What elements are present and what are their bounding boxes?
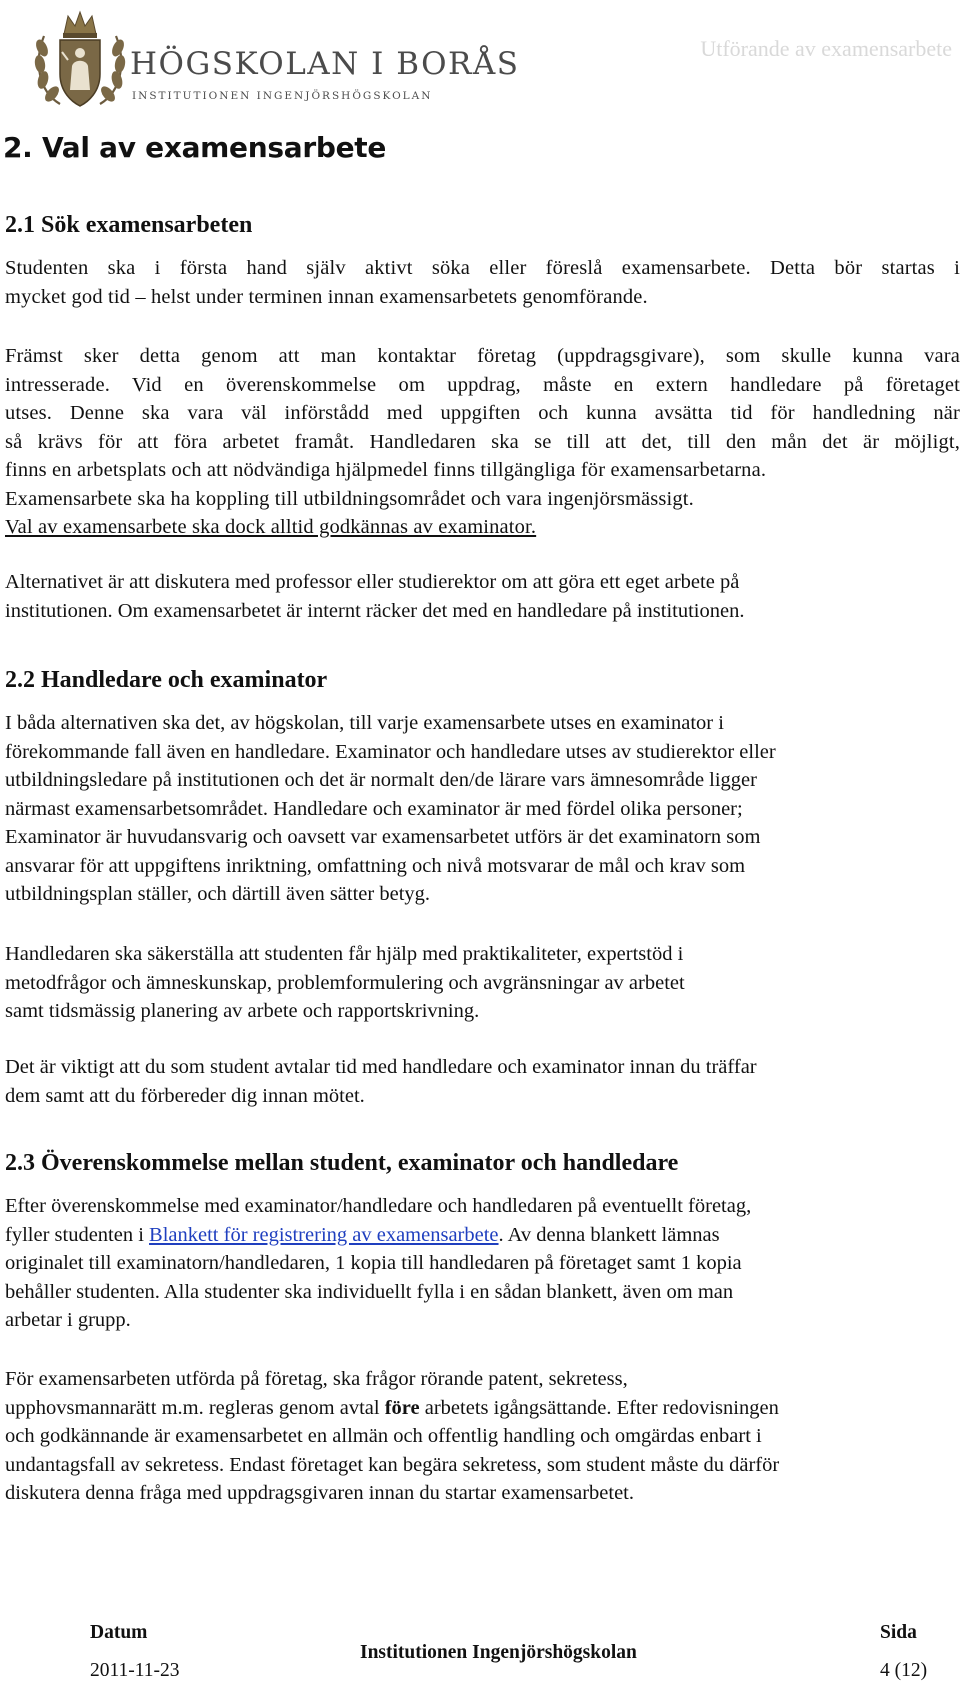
text-line: närmast examensarbetsområdet. Handledare och examinator är med fördel olika personer; — [5, 797, 743, 820]
text-line: samt tidsmässig planering av arbete och rapportskrivning. — [5, 1000, 480, 1022]
text-line: Det är viktigt att du som student avtalar tid med handledare och examinator innan du träffar — [5, 1056, 757, 1078]
text-line: undantagsfall av sekretess. Endast företaget kan begära sekretess, som student måste du därför — [5, 1453, 780, 1476]
text-fragment: upphovsmannarätt m.m. regleras genom avtal — [5, 1396, 385, 1419]
text-line: utbildningsplan ställer, och därtill även sätter betyg. — [5, 883, 431, 905]
paragraph-2-2-a — [5, 709, 960, 909]
text-line: diskutera denna fråga med uppdragsgivaren innan du startar examensarbetet. — [5, 1482, 634, 1504]
paragraph-2-2-b — [5, 940, 960, 1026]
university-logo — [30, 6, 520, 116]
text-line: Efter överenskommelse med examinator/handledare och handledaren på eventuellt företag, — [5, 1195, 752, 1217]
text-line: så krävs för att föra arbetet framåt. Handledaren ska se till att det, till den mån det är möjligt, — [5, 430, 960, 453]
text-line: Främst sker detta genom att man kontaktar företag (uppdragsgivare), som skulle kunna vara — [5, 345, 960, 367]
text-fragment: arbetets igångsättande. Efter redovisningen — [419, 1396, 779, 1419]
paragraph-2-1-a — [5, 254, 960, 311]
text-line: metodfrågor och ämneskunskap, problemformulering och avgränsningar av arbetet — [5, 971, 685, 994]
subsection-title-2-3: 2.3 Överenskommelse mellan student, examinator och handledare — [5, 1150, 679, 1176]
text-line: Handledaren ska säkerställa att studenten får hjälp med praktikaliteter, expertstöd i — [5, 943, 684, 965]
paragraph-2-1-b — [5, 342, 960, 542]
text-line: Examinator är huvudansvarig och oavsett var examensarbetet utförs är det examinatorn som — [5, 826, 761, 848]
text-line: dem samt att du förbereder dig innan mötet. — [5, 1084, 365, 1107]
footer-page-label: Sida — [880, 1622, 917, 1643]
subsection-title-2-2: 2.2 Handledare och examinator — [5, 667, 328, 693]
text-line: och godkännande är examensarbetet en allmän och offentlig handling och omgärdas enbart i — [5, 1425, 762, 1447]
paragraph-2-2-c — [5, 1053, 960, 1110]
text-line: utbildningsledare på institutionen och det är normalt den/de lärare vars ämnesområde ligger — [5, 769, 757, 791]
text-line: För examensarbeten utförda på företag, ska frågor rörande patent, sekretess, — [5, 1368, 628, 1390]
text-line: behåller studenten. Alla studenter ska individuellt fylla i en sådan blankett, även om man — [5, 1280, 734, 1303]
crest-icon — [30, 6, 130, 116]
underlined-note: Val av examensarbete ska dock alltid godkännas av examinator. — [5, 516, 537, 538]
text-line: I båda alternativen ska det, av högskolan, till varje examensarbete utses en examinator i — [5, 712, 724, 734]
section-title: 2. Val av examensarbete — [3, 131, 387, 164]
footer-date: 2011-11-23 — [90, 1660, 180, 1681]
text-line: finns en arbetsplats och att nödvändiga hjälpmedel finns tillgängliga för examensarbetarna. — [5, 459, 767, 481]
text-line: mycket god tid – helst under terminen innan examensarbetets genomförande. — [5, 285, 648, 308]
text-line — [5, 1221, 960, 1250]
text-line: Alternativet är att diskutera med professor eller studierektor om att göra ett eget arbete på — [5, 571, 740, 593]
page-footer — [0, 1600, 960, 1687]
paragraph-2-3-a — [5, 1192, 960, 1335]
registration-form-link[interactable]: Blankett för registrering av examensarbete — [149, 1223, 499, 1246]
paragraph-2-3-b — [5, 1365, 960, 1508]
logo-subtitle: INSTITUTIONEN INGENJÖRSHÖGSKOLAN — [132, 90, 433, 102]
text-fragment: . Av denna blankett lämnas — [498, 1223, 720, 1246]
subsection-title-2-1: 2.1 Sök examensarbeten — [5, 212, 253, 238]
bold-emphasis: före — [384, 1396, 420, 1419]
text-line: förekommande fall även en handledare. Examinator och handledare utses av studierektor eller — [5, 740, 776, 763]
text-fragment: fyller studenten i — [5, 1223, 150, 1246]
text-line: institutionen. Om examensarbetet är internt räcker det med en handledare på institutionen. — [5, 599, 745, 622]
paragraph-2-1-c — [5, 568, 960, 625]
text-line: arbetar i grupp. — [5, 1309, 131, 1331]
text-line: utses. Denne ska vara väl införstådd med uppgiften och kunna avsätta tid för handledning när — [5, 402, 960, 424]
footer-institution: Institutionen Ingenjörshögskolan — [360, 1642, 637, 1663]
text-line: intresserade. Vid en överenskommelse om uppdrag, måste en extern handledare på företaget — [5, 373, 960, 396]
running-header: Utförande av examensarbete — [700, 36, 952, 61]
logo-name: HÖGSKOLAN I BORÅS — [130, 46, 520, 82]
text-line: Studenten ska i första hand själv aktivt söka eller föreslå examensarbete. Detta bör startas i — [5, 257, 960, 279]
footer-date-label: Datum — [90, 1622, 148, 1643]
text-line: Examensarbete ska ha koppling till utbildningsområdet och vara ingenjörsmässigt. — [5, 487, 694, 510]
footer-page-number: 4 (12) — [880, 1660, 928, 1681]
text-line: originalet till examinatorn/handledaren, 1 kopia till handledaren på företaget samt 1 kopia — [5, 1252, 742, 1274]
text-line — [5, 1394, 960, 1423]
text-line: ansvarar för att uppgiftens inriktning, omfattning och nivå motsvarar de mål och krav som — [5, 854, 746, 877]
